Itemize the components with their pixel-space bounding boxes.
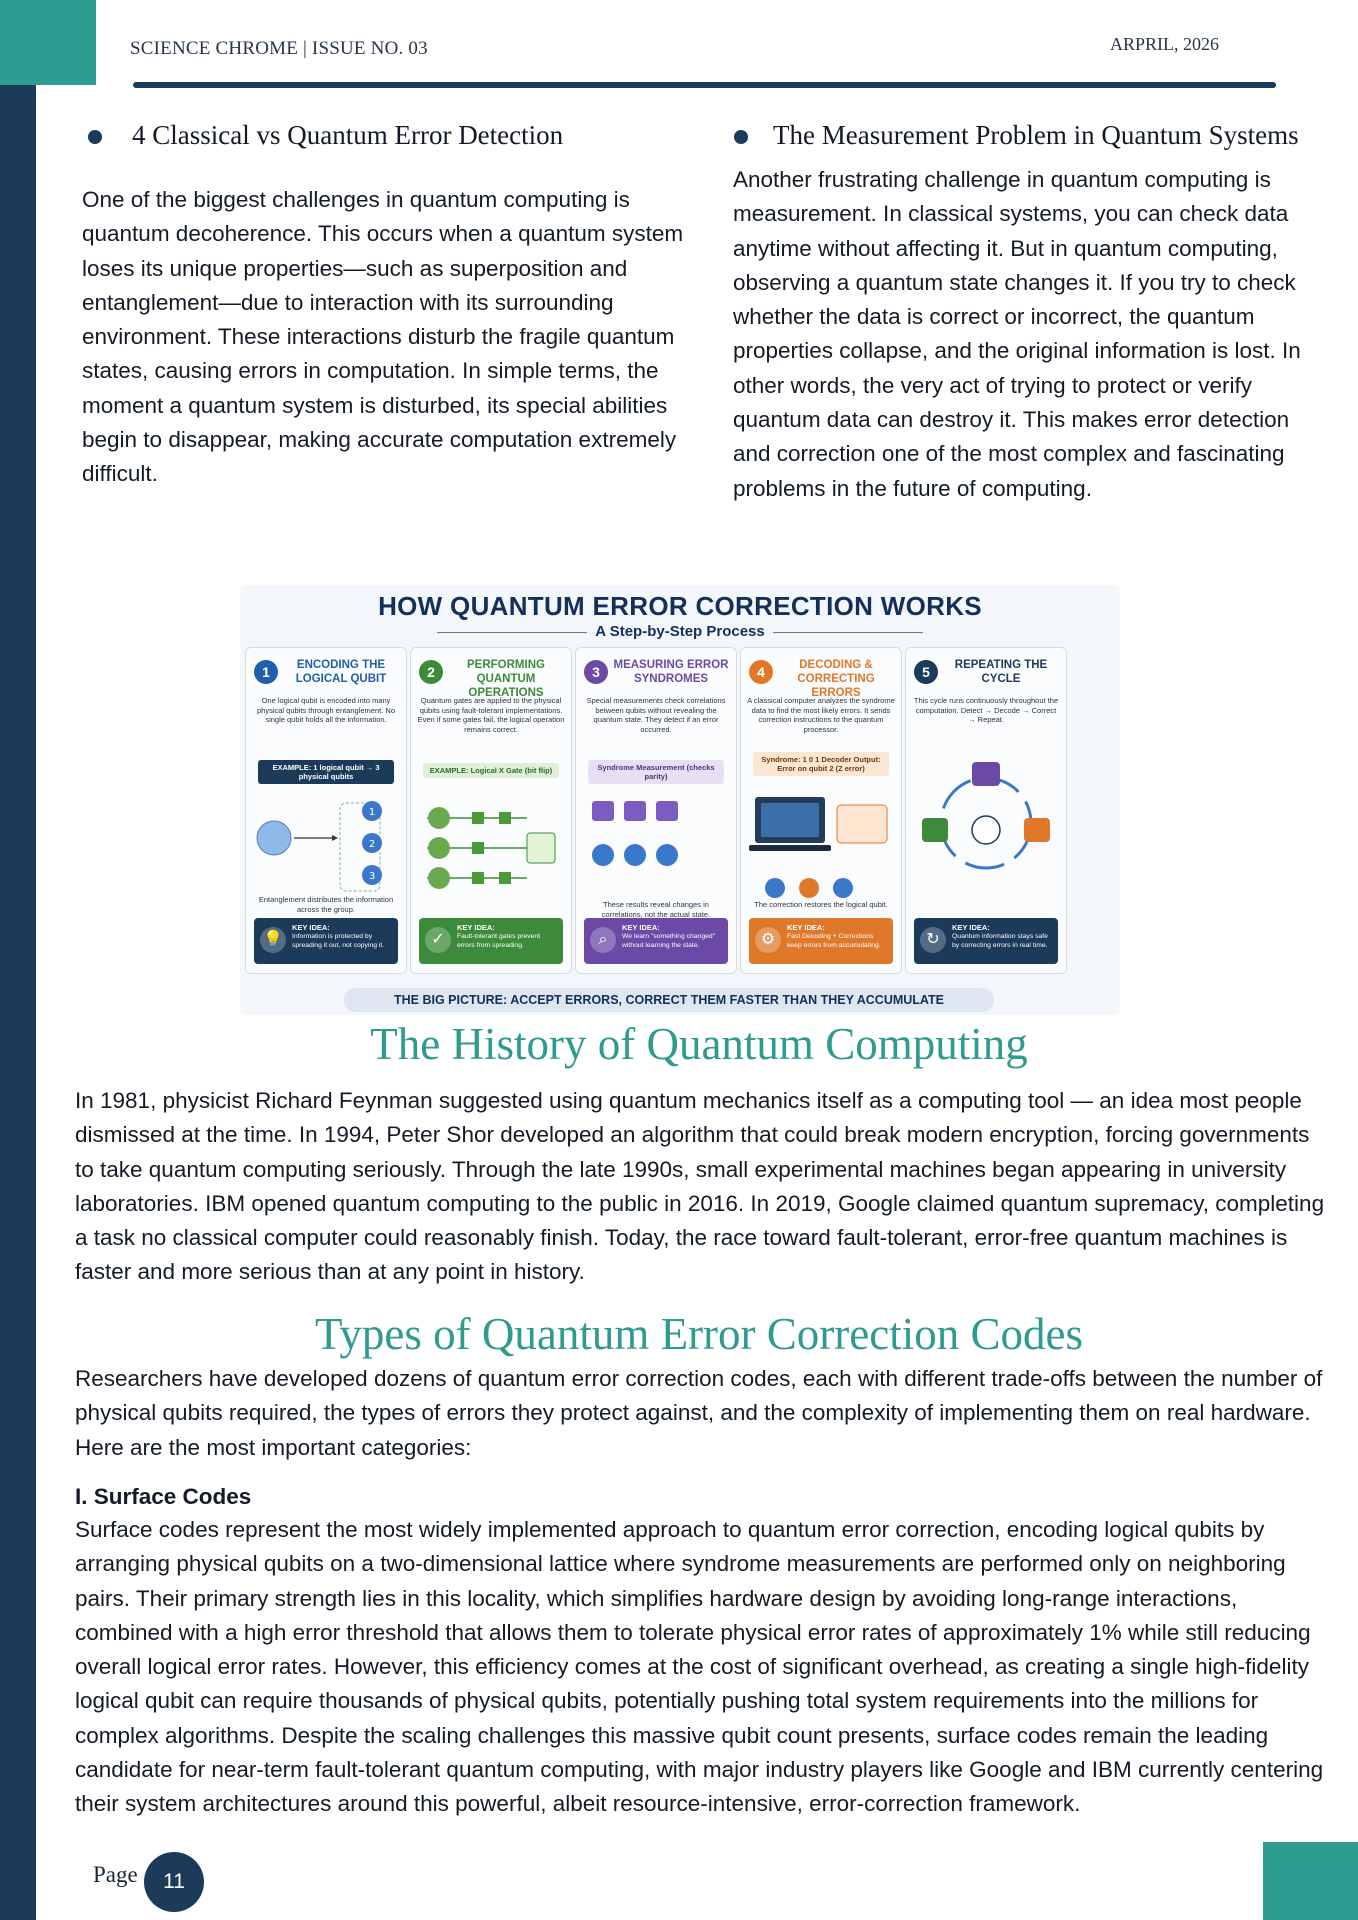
svg-text:2: 2: [368, 839, 376, 850]
step-title: MEASURING ERROR SYNDROMES: [613, 659, 729, 685]
types-intro: Researchers have developed dozens of quantum error correction codes, each with different trade-offs between the number of physical qubits required, the types of errors they protect against, and the complexity of implementing them on real hardware. Here are the most important categories:: [75, 1366, 1323, 1460]
key-idea-text: We learn "something changed" without learning the state.: [622, 933, 716, 949]
key-idea-text: Quantum information stays safe by correcting errors in real time.: [952, 933, 1048, 949]
step-description: One logical qubit is encoded into many physical qubits through entanglement. No single qubit holds all the information.: [256, 696, 395, 724]
top-left-accent-block: [0, 0, 96, 85]
shield-check-icon: ✓: [425, 927, 451, 953]
qec-infographic: [240, 585, 1120, 1015]
step-caption: These results reveal changes in correlations, not the actual state.: [601, 900, 711, 919]
left-column: [82, 118, 707, 492]
step-description: Quantum gates are applied to the physical qubits using fault-tolerant implementations. Even if some gates fail, the logical operation remains correct.: [417, 696, 565, 734]
infographic-subtitle: [240, 623, 1120, 640]
step-number: 2: [419, 660, 443, 684]
step-number: 1: [254, 660, 278, 684]
page-number-badge: 11: [144, 1852, 204, 1912]
step-example-box: EXAMPLE: Logical X Gate (bit flip): [423, 763, 559, 778]
key-idea-title: KEY IDEA:: [292, 923, 330, 932]
step-title: REPEATING THE CYCLE: [954, 659, 1048, 685]
key-idea-panel: [749, 918, 893, 964]
key-idea-text: Fault-tolerant gates prevent errors from spreading.: [457, 933, 541, 949]
left-column-heading: [82, 118, 707, 153]
step-repeating: [905, 647, 1067, 974]
right-column: [733, 118, 1303, 506]
left-accent-bar: [0, 0, 36, 1920]
infographic-subtitle-text: A Step-by-Step Process: [595, 623, 765, 640]
publication-name: SCIENCE CHROME | ISSUE NO. 03: [130, 38, 428, 59]
step-number: 3: [584, 660, 608, 684]
step-operations: [410, 647, 572, 974]
key-idea-panel: [914, 918, 1058, 964]
repeat-cycle-icon: [912, 748, 1060, 898]
infographic-title: HOW QUANTUM ERROR CORRECTION WORKS: [378, 591, 982, 621]
magnifier-icon: ⌕: [590, 927, 616, 953]
surface-codes-body: Surface codes represent the most widely implemented approach to quantum error correction, encoding logical qubits by arranging physical qubits on a two-dimensional lattice where syndrome measurements are performed only on neighboring pairs. Their primary strength lies in this locality, which simplifies hardware design by avoiding long-range interactions, combined with a high error threshold that allows them to tolerate physical error rates of approximately 1% while still reducing overall logical error rates. However, this efficiency comes at the cost of significant overhead, as creating a single high-fidelity logical qubit can require thousands of physical qubits, potentially pushing total system requirements into the millions for complex algorithms. Despite the scaling challenges this massive qubit count presents, surface codes remain the leading candidate for near-term fault-tolerant quantum computing, with major industry players like Google and IBM currently centering their system architectures around this powerful, albeit resource-intensive, error-correction framework.: [75, 1517, 1324, 1817]
step-title: PERFORMING QUANTUM OPERATIONS: [467, 659, 545, 699]
quantum-gate-circuit-icon: [417, 793, 565, 908]
syndrome-measurement-icon: [582, 793, 730, 908]
gear-icon: ⚙: [755, 927, 781, 953]
key-idea-panel: [584, 918, 728, 964]
right-heading-text: The Measurement Problem in Quantum Systems: [773, 120, 1299, 150]
step-title: DECODING & CORRECTING ERRORS: [797, 659, 875, 699]
step-number: 5: [914, 660, 938, 684]
svg-text:1: 1: [368, 807, 376, 818]
bullet-icon: [88, 130, 102, 144]
step-description: Special measurements check correlations between qubits without revealing the quantum state. They detect if an error occurred.: [586, 696, 726, 734]
step-description: A classical computer analyzes the syndrome data to find the most likely errors. It sends correction instructions to the quantum processor.: [747, 696, 895, 734]
key-idea-text: Fast Decoding + Corrections keep errors from accumulating.: [787, 933, 881, 949]
key-idea-panel: [419, 918, 563, 964]
history-title: The History of Quantum Computing: [370, 1019, 1028, 1069]
encoding-diagram-icon: [252, 793, 400, 908]
step-caption: Entanglement distributes the information across the group.: [258, 895, 394, 914]
big-picture-banner: THE BIG PICTURE: ACCEPT ERRORS, CORRECT THEM FASTER THAN THEY ACCUMULATE: [344, 988, 994, 1012]
step-example-box: Syndrome Measurement (checks parity): [588, 760, 724, 784]
step-decoding: [740, 647, 902, 974]
surface-codes-heading: I. Surface Codes: [75, 1484, 252, 1509]
bullet-icon: [734, 130, 748, 144]
svg-text:3: 3: [368, 871, 376, 882]
refresh-icon: ↻: [920, 927, 946, 953]
step-number: 4: [749, 660, 773, 684]
key-idea-title: KEY IDEA:: [787, 923, 825, 932]
key-idea-panel: [254, 918, 398, 964]
step-example-box: EXAMPLE: 1 logical qubit → 3 physical qubits: [258, 760, 394, 784]
history-body: In 1981, physicist Richard Feynman suggested using quantum mechanics itself as a computing tool — an idea most people dismissed at the time. In 1994, Peter Shor developed an algorithm that could break modern encryption, forcing governments to take quantum computing seriously. Through the late 1990s, small experimental machines began appearing in university laboratories. IBM opened quantum computing to the public in 2016. In 2019, Google claimed quantum supremacy, completing a task no classical computer could reasonably finish. Today, the race toward fault-tolerant, error-free quantum machines is faster and more serious than at any point in history.: [75, 1088, 1325, 1285]
right-column-body: Another frustrating challenge in quantum computing is measurement. In classical systems, you can check data anytime without affecting it. But in quantum computing, observing a quantum state changes it. If you try to check whether the data is correct or incorrect, the quantum properties collapse, and the original information is lost. In other words, the very act of trying to protect or verify quantum data can destroy it. This makes error detection and correction one of the most complex and fascinating problems in the future of computing.: [733, 167, 1301, 501]
step-description: This cycle runs continuously throughout the computation. Detect → Decode → Correct → Repeat.: [913, 696, 1059, 724]
header-divider: [133, 82, 1276, 88]
step-example-box: Syndrome: 1 0 1 Decoder Output: Error on qubit 2 (Z error): [753, 752, 889, 776]
right-column-heading: [733, 118, 1303, 153]
types-title: Types of Quantum Error Correction Codes: [315, 1309, 1083, 1359]
issue-date: ARPRIL, 2026: [1110, 34, 1220, 54]
bottom-right-accent-block: [1263, 1842, 1358, 1920]
step-title: ENCODING THE LOGICAL QUBIT: [295, 659, 387, 685]
key-idea-title: KEY IDEA:: [622, 923, 660, 932]
step-encoding: [245, 647, 407, 974]
key-idea-text: Information is protected by spreading it out, not copying it.: [292, 933, 385, 949]
step-syndromes: [575, 647, 737, 974]
left-heading-text: 4 Classical vs Quantum Error Detection: [132, 120, 564, 150]
left-column-body: One of the biggest challenges in quantum computing is quantum decoherence. This occurs when a quantum system loses its unique properties—such as superposition and entanglement—due to interaction with its surrounding environment. These interactions disturb the fragile quantum states, causing errors in computation. In simple terms, the moment a quantum system is disturbed, its special abilities begin to disappear, making accurate computation extremely difficult.: [82, 187, 684, 487]
step-caption: The correction restores the logical qubit.: [754, 900, 888, 909]
key-idea-title: KEY IDEA:: [952, 923, 990, 932]
key-idea-title: KEY IDEA:: [457, 923, 495, 932]
classical-decoder-icon: [747, 793, 895, 908]
lightbulb-icon: 💡: [260, 927, 286, 953]
page-label: Page: [93, 1862, 138, 1887]
